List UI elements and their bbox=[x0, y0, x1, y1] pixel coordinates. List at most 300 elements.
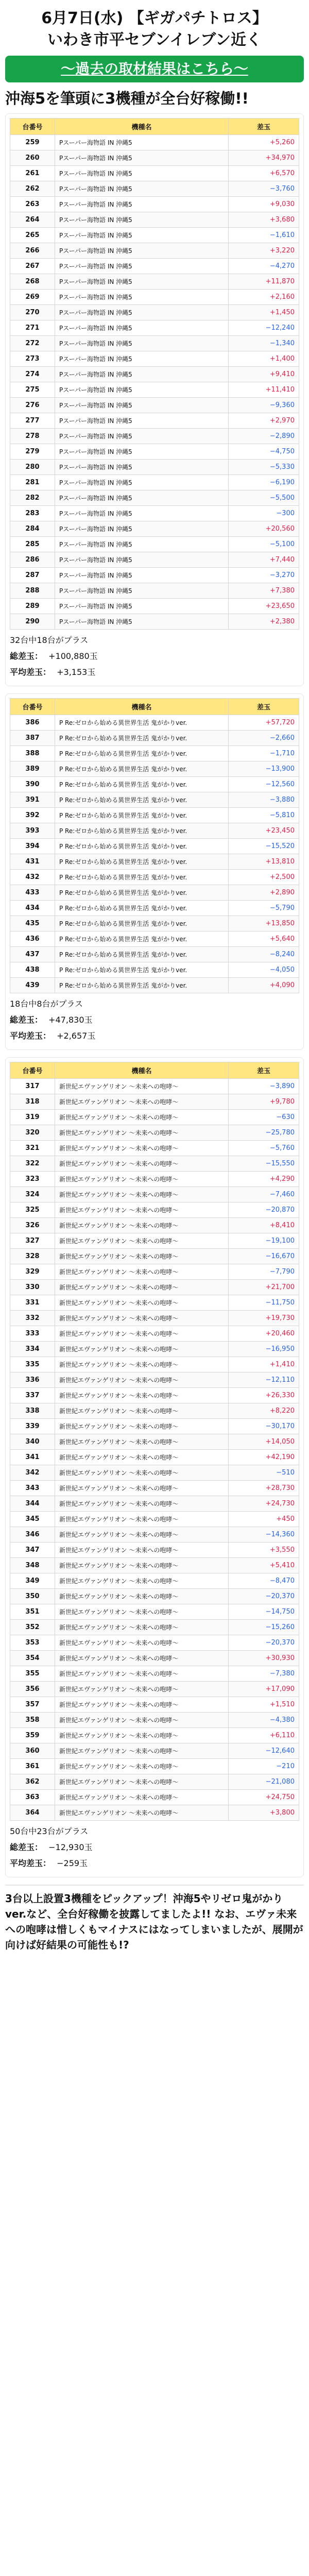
cell-machine-no: 432 bbox=[10, 870, 55, 885]
header-machine-name: 機種名 bbox=[55, 1062, 229, 1079]
cell-machine-no: 343 bbox=[10, 1481, 55, 1496]
cell-machine-no: 290 bbox=[10, 614, 55, 630]
table-row bbox=[10, 1805, 299, 1821]
cell-machine-name: P Re:ゼロから始める異世界生活 鬼がかりver. bbox=[55, 885, 229, 901]
cell-machine-name: P Re:ゼロから始める異世界生活 鬼がかりver. bbox=[55, 731, 229, 746]
cell-difference: +11,410 bbox=[229, 382, 299, 398]
cell-machine-no: 434 bbox=[10, 901, 55, 916]
table-row bbox=[10, 429, 299, 444]
table-row bbox=[10, 715, 299, 731]
table-row bbox=[10, 367, 299, 382]
cell-machine-no: 348 bbox=[10, 1558, 55, 1573]
table-row bbox=[10, 521, 299, 537]
cell-machine-no: 347 bbox=[10, 1543, 55, 1558]
cell-machine-no: 356 bbox=[10, 1682, 55, 1697]
cell-machine-name: P Re:ゼロから始める異世界生活 鬼がかりver. bbox=[55, 854, 229, 870]
table-row bbox=[10, 290, 299, 305]
cell-machine-name: Pスーパー海物語 IN 沖縄5 bbox=[55, 166, 229, 181]
cell-machine-name: 新世紀エヴァンゲリオン 〜未来への咆哮〜 bbox=[55, 1233, 229, 1249]
cell-machine-no: 388 bbox=[10, 746, 55, 761]
page-title: 6月7日(水) 【ギガパチトロス】 bbox=[41, 9, 268, 27]
table-row bbox=[10, 1790, 299, 1805]
cell-machine-no: 349 bbox=[10, 1573, 55, 1589]
cell-machine-name: P Re:ゼロから始める異世界生活 鬼がかりver. bbox=[55, 823, 229, 839]
page-subtitle: いわき市平セブンイレブン近く bbox=[47, 31, 262, 49]
cell-machine-name: 新世紀エヴァンゲリオン 〜未来への咆哮〜 bbox=[55, 1094, 229, 1110]
cell-difference: +20,460 bbox=[229, 1326, 299, 1342]
cell-machine-name: 新世紀エヴァンゲリオン 〜未来への咆哮〜 bbox=[55, 1481, 229, 1496]
cell-machine-name: 新世紀エヴァンゲリオン 〜未来への咆哮〜 bbox=[55, 1125, 229, 1141]
cell-difference: +7,440 bbox=[229, 552, 299, 568]
table-row bbox=[10, 1697, 299, 1713]
cell-machine-name: Pスーパー海物語 IN 沖縄5 bbox=[55, 552, 229, 568]
summary-average-label: 平均差玉： bbox=[10, 667, 52, 677]
cell-machine-name: 新世紀エヴァンゲリオン 〜未来への咆哮〜 bbox=[55, 1187, 229, 1202]
cell-machine-name: 新世紀エヴァンゲリオン 〜未来への咆哮〜 bbox=[55, 1589, 229, 1604]
cell-machine-name: Pスーパー海物語 IN 沖縄5 bbox=[55, 228, 229, 243]
cell-machine-name: Pスーパー海物語 IN 沖縄5 bbox=[55, 490, 229, 506]
table-body bbox=[10, 1079, 299, 1821]
table-row bbox=[10, 1496, 299, 1512]
header-machine-no: 台番号 bbox=[10, 1062, 55, 1079]
cell-machine-name: 新世紀エヴァンゲリオン 〜未来への咆哮〜 bbox=[55, 1156, 229, 1172]
cell-machine-name: 新世紀エヴァンゲリオン 〜未来への咆哮〜 bbox=[55, 1651, 229, 1666]
cell-difference: −4,380 bbox=[229, 1713, 299, 1728]
summary-total-label: 総差玉： bbox=[10, 1015, 43, 1025]
cell-difference: +28,730 bbox=[229, 1481, 299, 1496]
cell-difference: −6,190 bbox=[229, 475, 299, 490]
cell-machine-name: 新世紀エヴァンゲリオン 〜未来への咆哮〜 bbox=[55, 1357, 229, 1372]
table-3-panel bbox=[5, 1057, 304, 1877]
summary-total bbox=[10, 650, 299, 662]
cell-machine-no: 263 bbox=[10, 197, 55, 212]
table-row bbox=[10, 1388, 299, 1403]
cell-difference: +9,410 bbox=[229, 367, 299, 382]
cell-machine-no: 353 bbox=[10, 1635, 55, 1651]
table-row bbox=[10, 537, 299, 552]
table-row bbox=[10, 1589, 299, 1604]
table-row bbox=[10, 351, 299, 367]
summary-average bbox=[10, 666, 299, 677]
cell-difference: +9,030 bbox=[229, 197, 299, 212]
cell-machine-no: 435 bbox=[10, 916, 55, 931]
cell-difference: +3,680 bbox=[229, 212, 299, 228]
cell-machine-no: 342 bbox=[10, 1465, 55, 1481]
table-row bbox=[10, 1110, 299, 1125]
footer-text: 3台以上設置3機種をピックアップ！沖海5やリゼロ鬼がかりver.など、全台好稼働を披露してましたよ!! なお、エヴァ未来への咆哮は惜しくもマイナスにはなってしまいましたが、展開が向けば好結果の可能性も!? bbox=[5, 1892, 303, 1951]
cell-machine-no: 323 bbox=[10, 1172, 55, 1187]
cell-difference: +17,090 bbox=[229, 1682, 299, 1697]
cell-machine-no: 438 bbox=[10, 962, 55, 978]
table-row bbox=[10, 1172, 299, 1187]
header-difference: 差玉 bbox=[229, 1062, 299, 1079]
cell-difference: −5,810 bbox=[229, 808, 299, 823]
table-body bbox=[10, 135, 299, 630]
cell-machine-name: Pスーパー海物語 IN 沖縄5 bbox=[55, 367, 229, 382]
cell-machine-no: 359 bbox=[10, 1728, 55, 1743]
table-row bbox=[10, 1125, 299, 1141]
header-machine-no: 台番号 bbox=[10, 118, 55, 135]
cell-machine-name: 新世紀エヴァンゲリオン 〜未来への咆哮〜 bbox=[55, 1202, 229, 1218]
table-row bbox=[10, 792, 299, 808]
cell-difference: −25,780 bbox=[229, 1125, 299, 1141]
cell-machine-no: 439 bbox=[10, 978, 55, 993]
cell-difference: −11,750 bbox=[229, 1295, 299, 1311]
cell-machine-name: Pスーパー海物語 IN 沖縄5 bbox=[55, 444, 229, 460]
cell-difference: +1,450 bbox=[229, 305, 299, 320]
cell-machine-no: 346 bbox=[10, 1527, 55, 1543]
cell-machine-no: 268 bbox=[10, 274, 55, 290]
cell-machine-name: P Re:ゼロから始める異世界生活 鬼がかりver. bbox=[55, 947, 229, 962]
cell-machine-no: 282 bbox=[10, 490, 55, 506]
table-row bbox=[10, 274, 299, 290]
cell-difference: −20,370 bbox=[229, 1589, 299, 1604]
cell-machine-no: 279 bbox=[10, 444, 55, 460]
table-row bbox=[10, 336, 299, 351]
table-header bbox=[10, 1062, 299, 1079]
cell-difference: +3,550 bbox=[229, 1543, 299, 1558]
cell-machine-no: 285 bbox=[10, 537, 55, 552]
table-row bbox=[10, 916, 299, 931]
cell-difference: +11,870 bbox=[229, 274, 299, 290]
cell-machine-name: Pスーパー海物語 IN 沖縄5 bbox=[55, 181, 229, 197]
cell-machine-name: 新世紀エヴァンゲリオン 〜未来への咆哮〜 bbox=[55, 1172, 229, 1187]
cell-machine-no: 264 bbox=[10, 212, 55, 228]
table-row bbox=[10, 839, 299, 854]
table-row bbox=[10, 978, 299, 993]
cell-difference: +450 bbox=[229, 1512, 299, 1527]
results-table-2 bbox=[10, 698, 299, 993]
table-row bbox=[10, 1326, 299, 1342]
table-row bbox=[10, 1233, 299, 1249]
cell-machine-name: 新世紀エヴァンゲリオン 〜未来への咆哮〜 bbox=[55, 1728, 229, 1743]
cell-difference: −30,170 bbox=[229, 1419, 299, 1434]
summary-average bbox=[10, 1029, 299, 1041]
table-row bbox=[10, 1342, 299, 1357]
header-machine-name: 機種名 bbox=[55, 699, 229, 715]
cell-difference: −12,240 bbox=[229, 320, 299, 336]
cell-difference: −7,790 bbox=[229, 1264, 299, 1280]
cell-machine-name: Pスーパー海物語 IN 沖縄5 bbox=[55, 599, 229, 614]
table-row bbox=[10, 854, 299, 870]
cell-machine-no: 320 bbox=[10, 1125, 55, 1141]
header-difference: 差玉 bbox=[229, 699, 299, 715]
table-row bbox=[10, 1512, 299, 1527]
table-row bbox=[10, 1249, 299, 1264]
cell-machine-no: 270 bbox=[10, 305, 55, 320]
cell-machine-name: P Re:ゼロから始める異世界生活 鬼がかりver. bbox=[55, 746, 229, 761]
cell-machine-name: 新世紀エヴァンゲリオン 〜未来への咆哮〜 bbox=[55, 1141, 229, 1156]
cell-machine-name: P Re:ゼロから始める異世界生活 鬼がかりver. bbox=[55, 839, 229, 854]
cell-machine-name: 新世紀エヴァンゲリオン 〜未来への咆哮〜 bbox=[55, 1280, 229, 1295]
cell-machine-name: Pスーパー海物語 IN 沖縄5 bbox=[55, 382, 229, 398]
table-row bbox=[10, 731, 299, 746]
cell-machine-name: 新世紀エヴァンゲリオン 〜未来への咆哮〜 bbox=[55, 1713, 229, 1728]
cell-difference: +13,850 bbox=[229, 916, 299, 931]
cell-difference: −13,900 bbox=[229, 761, 299, 777]
cell-machine-no: 358 bbox=[10, 1713, 55, 1728]
cell-difference: −15,550 bbox=[229, 1156, 299, 1172]
cell-machine-no: 339 bbox=[10, 1419, 55, 1434]
cell-difference: +23,450 bbox=[229, 823, 299, 839]
table-row bbox=[10, 1218, 299, 1233]
cell-machine-no: 275 bbox=[10, 382, 55, 398]
table-row bbox=[10, 1774, 299, 1790]
table-row bbox=[10, 870, 299, 885]
cell-difference: +42,190 bbox=[229, 1450, 299, 1465]
cell-difference: −3,270 bbox=[229, 568, 299, 583]
cell-machine-no: 331 bbox=[10, 1295, 55, 1311]
cell-machine-name: 新世紀エヴァンゲリオン 〜未来への咆哮〜 bbox=[55, 1774, 229, 1790]
cell-machine-no: 391 bbox=[10, 792, 55, 808]
cell-machine-no: 387 bbox=[10, 731, 55, 746]
cell-machine-no: 274 bbox=[10, 367, 55, 382]
table-row bbox=[10, 1450, 299, 1465]
table-row bbox=[10, 777, 299, 792]
cell-machine-no: 325 bbox=[10, 1202, 55, 1218]
cell-machine-name: Pスーパー海物語 IN 沖縄5 bbox=[55, 212, 229, 228]
past-results-link[interactable]: 〜過去の取材結果はこちら〜 bbox=[5, 56, 304, 82]
cell-difference: +1,510 bbox=[229, 1697, 299, 1713]
cell-machine-no: 389 bbox=[10, 761, 55, 777]
cell-difference: +5,410 bbox=[229, 1558, 299, 1573]
cell-difference: −510 bbox=[229, 1465, 299, 1481]
cell-machine-name: 新世紀エヴァンゲリオン 〜未来への咆哮〜 bbox=[55, 1666, 229, 1682]
table-row bbox=[10, 444, 299, 460]
cell-machine-no: 340 bbox=[10, 1434, 55, 1450]
table-row bbox=[10, 1604, 299, 1620]
cell-difference: −5,760 bbox=[229, 1141, 299, 1156]
cell-difference: −12,640 bbox=[229, 1743, 299, 1759]
cell-machine-name: 新世紀エヴァンゲリオン 〜未来への咆哮〜 bbox=[55, 1805, 229, 1821]
cell-machine-name: P Re:ゼロから始める異世界生活 鬼がかりver. bbox=[55, 808, 229, 823]
cell-machine-no: 322 bbox=[10, 1156, 55, 1172]
table-row bbox=[10, 808, 299, 823]
cell-machine-no: 266 bbox=[10, 243, 55, 259]
cell-machine-no: 324 bbox=[10, 1187, 55, 1202]
cell-machine-no: 287 bbox=[10, 568, 55, 583]
cell-machine-no: 318 bbox=[10, 1094, 55, 1110]
cell-machine-no: 267 bbox=[10, 259, 55, 274]
cell-machine-name: 新世紀エヴァンゲリオン 〜未来への咆哮〜 bbox=[55, 1697, 229, 1713]
table-2-panel bbox=[5, 693, 304, 1050]
cell-machine-name: P Re:ゼロから始める異世界生活 鬼がかりver. bbox=[55, 978, 229, 993]
cell-difference: +2,380 bbox=[229, 614, 299, 630]
cell-machine-name: Pスーパー海物語 IN 沖縄5 bbox=[55, 614, 229, 630]
cell-machine-name: Pスーパー海物語 IN 沖縄5 bbox=[55, 135, 229, 150]
table-row bbox=[10, 1558, 299, 1573]
cell-difference: +30,930 bbox=[229, 1651, 299, 1666]
table-row bbox=[10, 962, 299, 978]
table-row bbox=[10, 506, 299, 521]
cell-machine-no: 317 bbox=[10, 1079, 55, 1094]
cell-machine-name: 新世紀エヴァンゲリオン 〜未来への咆哮〜 bbox=[55, 1620, 229, 1635]
cell-machine-no: 271 bbox=[10, 320, 55, 336]
cell-difference: +5,260 bbox=[229, 135, 299, 150]
cell-machine-no: 260 bbox=[10, 150, 55, 166]
table-row bbox=[10, 305, 299, 320]
cell-difference: +24,750 bbox=[229, 1790, 299, 1805]
cell-difference: −3,880 bbox=[229, 792, 299, 808]
cell-machine-no: 394 bbox=[10, 839, 55, 854]
cell-difference: −1,340 bbox=[229, 336, 299, 351]
cell-machine-name: 新世紀エヴァンゲリオン 〜未来への咆哮〜 bbox=[55, 1079, 229, 1094]
cell-difference: −4,050 bbox=[229, 962, 299, 978]
cell-machine-no: 360 bbox=[10, 1743, 55, 1759]
table-row bbox=[10, 1728, 299, 1743]
cell-difference: −4,270 bbox=[229, 259, 299, 274]
table-row bbox=[10, 460, 299, 475]
table-row bbox=[10, 1620, 299, 1635]
cell-machine-name: Pスーパー海物語 IN 沖縄5 bbox=[55, 475, 229, 490]
cell-machine-name: Pスーパー海物語 IN 沖縄5 bbox=[55, 537, 229, 552]
headline-text: 沖海5を筆頭に3機種が全台好稼働!! bbox=[5, 90, 249, 107]
cell-machine-name: 新世紀エヴァンゲリオン 〜未来への咆哮〜 bbox=[55, 1527, 229, 1543]
cell-machine-no: 335 bbox=[10, 1357, 55, 1372]
table-row bbox=[10, 150, 299, 166]
cell-machine-no: 276 bbox=[10, 398, 55, 413]
cell-machine-name: Pスーパー海物語 IN 沖縄5 bbox=[55, 351, 229, 367]
table-row bbox=[10, 382, 299, 398]
cell-machine-no: 341 bbox=[10, 1450, 55, 1465]
cell-machine-no: 321 bbox=[10, 1141, 55, 1156]
cell-difference: +4,090 bbox=[229, 978, 299, 993]
table-row bbox=[10, 1280, 299, 1295]
table-row bbox=[10, 1403, 299, 1419]
cell-machine-name: 新世紀エヴァンゲリオン 〜未来への咆哮〜 bbox=[55, 1465, 229, 1481]
table-row bbox=[10, 1759, 299, 1774]
cell-difference: −2,890 bbox=[229, 429, 299, 444]
cell-machine-name: Pスーパー海物語 IN 沖縄5 bbox=[55, 460, 229, 475]
cell-difference: −4,750 bbox=[229, 444, 299, 460]
cell-machine-name: 新世紀エヴァンゲリオン 〜未来への咆哮〜 bbox=[55, 1110, 229, 1125]
table-row bbox=[10, 1156, 299, 1172]
table-row bbox=[10, 614, 299, 630]
cell-difference: −15,520 bbox=[229, 839, 299, 854]
cell-machine-name: P Re:ゼロから始める異世界生活 鬼がかりver. bbox=[55, 931, 229, 947]
summary-total-label: 総差玉： bbox=[10, 1842, 43, 1852]
cell-machine-name: P Re:ゼロから始める異世界生活 鬼がかりver. bbox=[55, 901, 229, 916]
cell-machine-no: 326 bbox=[10, 1218, 55, 1233]
table-row bbox=[10, 761, 299, 777]
cell-machine-name: Pスーパー海物語 IN 沖縄5 bbox=[55, 413, 229, 429]
cell-machine-name: 新世紀エヴァンゲリオン 〜未来への咆哮〜 bbox=[55, 1295, 229, 1311]
cell-machine-no: 283 bbox=[10, 506, 55, 521]
cell-difference: −3,760 bbox=[229, 181, 299, 197]
cell-machine-no: 280 bbox=[10, 460, 55, 475]
table-row bbox=[10, 1187, 299, 1202]
table-row bbox=[10, 1666, 299, 1682]
cell-machine-no: 437 bbox=[10, 947, 55, 962]
cell-difference: −8,470 bbox=[229, 1573, 299, 1589]
cell-machine-no: 333 bbox=[10, 1326, 55, 1342]
cell-difference: +5,640 bbox=[229, 931, 299, 947]
cell-difference: +2,160 bbox=[229, 290, 299, 305]
cell-difference: −14,750 bbox=[229, 1604, 299, 1620]
table-header bbox=[10, 699, 299, 715]
table-row bbox=[10, 1573, 299, 1589]
cell-machine-name: P Re:ゼロから始める異世界生活 鬼がかりver. bbox=[55, 916, 229, 931]
summary-total-value: −12,930玉 bbox=[48, 1842, 93, 1852]
cell-machine-name: 新世紀エヴァンゲリオン 〜未来への咆哮〜 bbox=[55, 1434, 229, 1450]
cell-machine-name: Pスーパー海物語 IN 沖縄5 bbox=[55, 274, 229, 290]
summary-total bbox=[10, 1013, 299, 1025]
cell-machine-name: 新世紀エヴァンゲリオン 〜未来への咆哮〜 bbox=[55, 1604, 229, 1620]
table-row bbox=[10, 568, 299, 583]
cell-difference: +8,220 bbox=[229, 1403, 299, 1419]
cell-machine-name: Pスーパー海物語 IN 沖縄5 bbox=[55, 583, 229, 599]
cell-difference: −300 bbox=[229, 506, 299, 521]
table-row bbox=[10, 1264, 299, 1280]
table-row bbox=[10, 1357, 299, 1372]
table-row bbox=[10, 1635, 299, 1651]
cell-machine-name: 新世紀エヴァンゲリオン 〜未来への咆哮〜 bbox=[55, 1759, 229, 1774]
table-row bbox=[10, 228, 299, 243]
cell-machine-no: 357 bbox=[10, 1697, 55, 1713]
cell-machine-no: 386 bbox=[10, 715, 55, 731]
cell-difference: +21,700 bbox=[229, 1280, 299, 1295]
cell-difference: −1,610 bbox=[229, 228, 299, 243]
table-row bbox=[10, 1713, 299, 1728]
cell-machine-name: 新世紀エヴァンゲリオン 〜未来への咆哮〜 bbox=[55, 1512, 229, 1527]
table-row bbox=[10, 599, 299, 614]
summary-average-value: +2,657玉 bbox=[57, 1031, 96, 1041]
table-row bbox=[10, 259, 299, 274]
cell-machine-no: 344 bbox=[10, 1496, 55, 1512]
table-row bbox=[10, 1651, 299, 1666]
cell-difference: +4,290 bbox=[229, 1172, 299, 1187]
table-row bbox=[10, 885, 299, 901]
summary-total-value: +47,830玉 bbox=[48, 1015, 93, 1025]
cell-difference: −19,100 bbox=[229, 1233, 299, 1249]
cell-difference: +2,890 bbox=[229, 885, 299, 901]
summary-count: 32台中18台がプラス bbox=[10, 635, 89, 645]
table-row bbox=[10, 1527, 299, 1543]
summary-average-label: 平均差玉： bbox=[10, 1031, 52, 1041]
cell-machine-no: 392 bbox=[10, 808, 55, 823]
cell-machine-no: 362 bbox=[10, 1774, 55, 1790]
summary-average-value: +3,153玉 bbox=[57, 667, 96, 677]
cell-difference: +1,410 bbox=[229, 1357, 299, 1372]
table-row bbox=[10, 1419, 299, 1434]
header-machine-no: 台番号 bbox=[10, 699, 55, 715]
header-difference: 差玉 bbox=[229, 118, 299, 135]
table-row bbox=[10, 1311, 299, 1326]
cell-machine-name: Pスーパー海物語 IN 沖縄5 bbox=[55, 305, 229, 320]
cell-machine-name: 新世紀エヴァンゲリオン 〜未来への咆哮〜 bbox=[55, 1450, 229, 1465]
cell-difference: −210 bbox=[229, 1759, 299, 1774]
cell-difference: −2,660 bbox=[229, 731, 299, 746]
cell-difference: −3,890 bbox=[229, 1079, 299, 1094]
cell-machine-no: 265 bbox=[10, 228, 55, 243]
cell-machine-name: 新世紀エヴァンゲリオン 〜未来への咆哮〜 bbox=[55, 1372, 229, 1388]
cell-difference: −14,360 bbox=[229, 1527, 299, 1543]
cell-difference: −8,240 bbox=[229, 947, 299, 962]
table-row bbox=[10, 1465, 299, 1481]
cell-difference: −16,950 bbox=[229, 1342, 299, 1357]
cell-difference: −7,380 bbox=[229, 1666, 299, 1682]
table-row bbox=[10, 1543, 299, 1558]
cell-machine-name: 新世紀エヴァンゲリオン 〜未来への咆哮〜 bbox=[55, 1264, 229, 1280]
table-row bbox=[10, 931, 299, 947]
cell-difference: +7,380 bbox=[229, 583, 299, 599]
cell-difference: +13,810 bbox=[229, 854, 299, 870]
cell-difference: −5,330 bbox=[229, 460, 299, 475]
cell-machine-no: 363 bbox=[10, 1790, 55, 1805]
cell-machine-no: 336 bbox=[10, 1372, 55, 1388]
cell-machine-name: 新世紀エヴァンゲリオン 〜未来への咆哮〜 bbox=[55, 1403, 229, 1419]
cell-difference: +6,570 bbox=[229, 166, 299, 181]
